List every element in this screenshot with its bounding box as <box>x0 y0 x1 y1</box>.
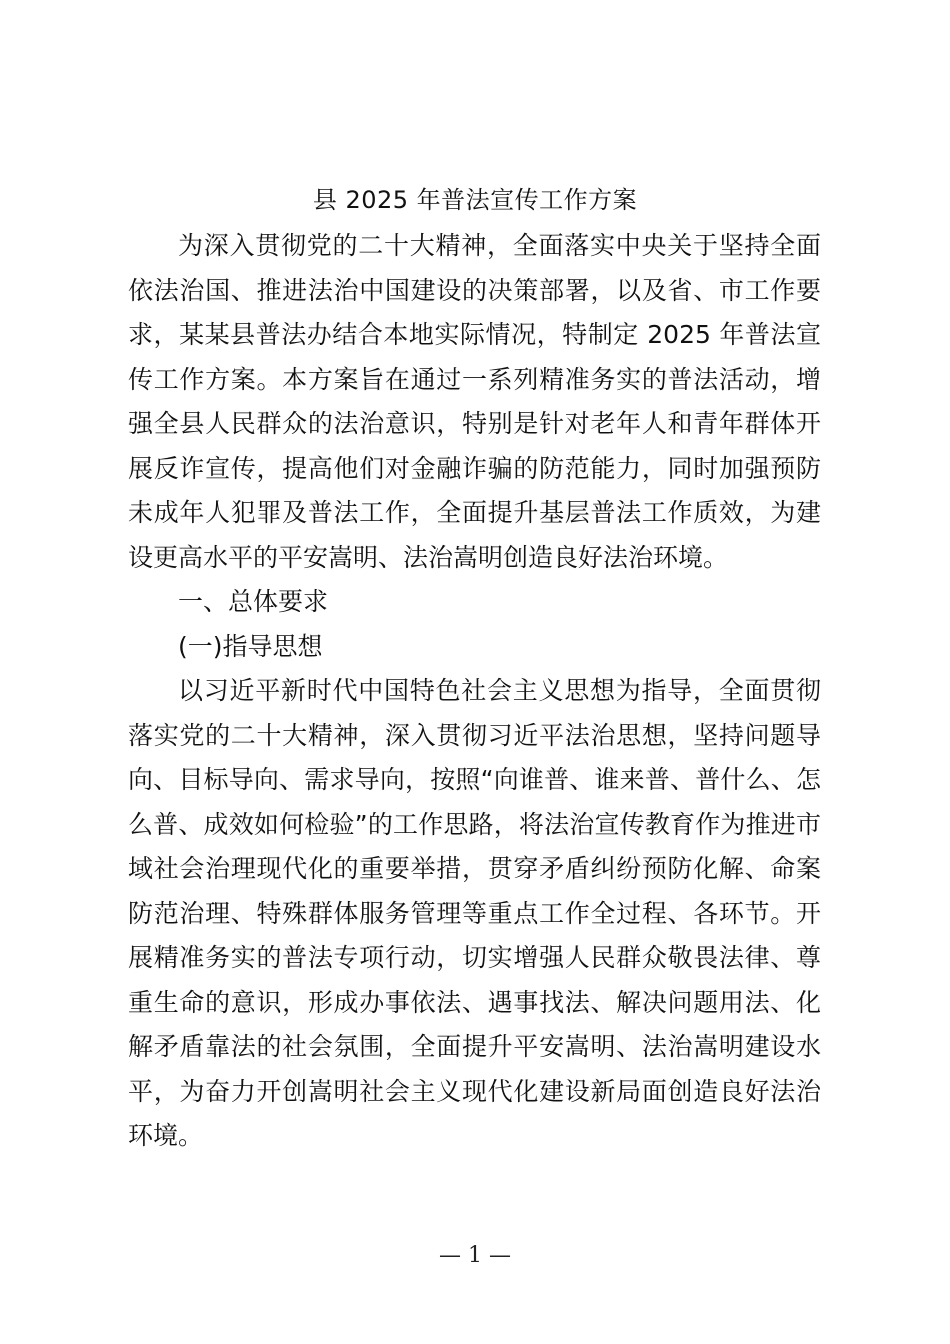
section-heading: 一、总体要求 <box>178 587 329 616</box>
document-body <box>128 224 821 1159</box>
document-title: 县 2025 年普法宣传工作方案 <box>312 186 638 214</box>
guiding-paragraph: 以习近平新时代中国特色社会主义思想为指导，全面贯彻落实党的二十大精神，深入贯彻习近平法治思想，坚持问题导向、目标导向、需求导向，按照“向谁普、谁来普、普什么、怎么普、成效如何检验”的工作思路，将法治宣传教育作为推进市域社会治理现代化的重要举措，贯穿矛盾纠纷预防化解、命案防范治理、特殊群体服务管理等重点工作全过程、各环节。开展精准务实的普法专项行动，切实增强人民群众敬畏法律、尊重生命的意识，形成办事依法、遇事找法、解决问题用法、化解矛盾靠法的社会氛围，全面提升平安嵩明、法治嵩明建设水平，为奋力开创嵩明社会主义现代化建设新局面创造良好法治环境。 <box>128 676 821 1150</box>
intro-paragraph: 为深入贯彻党的二十大精神，全面落实中央关于坚持全面依法治国、推进法治中国建设的决策部署，以及省、市工作要求，某某县普法办结合本地实际情况，特制定 2025 年普法宣传工作方案。本方案旨在通过一系列精准务实的普法活动，增强全县人民群众的法治意识，特别是针对老年人和青年群体开展反诈宣传，提高他们对金融诈骗的防范能力，同时加强预防未成年人犯罪及普法工作，全面提升基层普法工作质效，为建设更高水平的平安嵩明、法治嵩明创造良好法治环境。 <box>128 231 821 572</box>
page-number: — 1 — <box>439 1243 511 1268</box>
subsection-heading: (一)指导思想 <box>178 631 323 661</box>
